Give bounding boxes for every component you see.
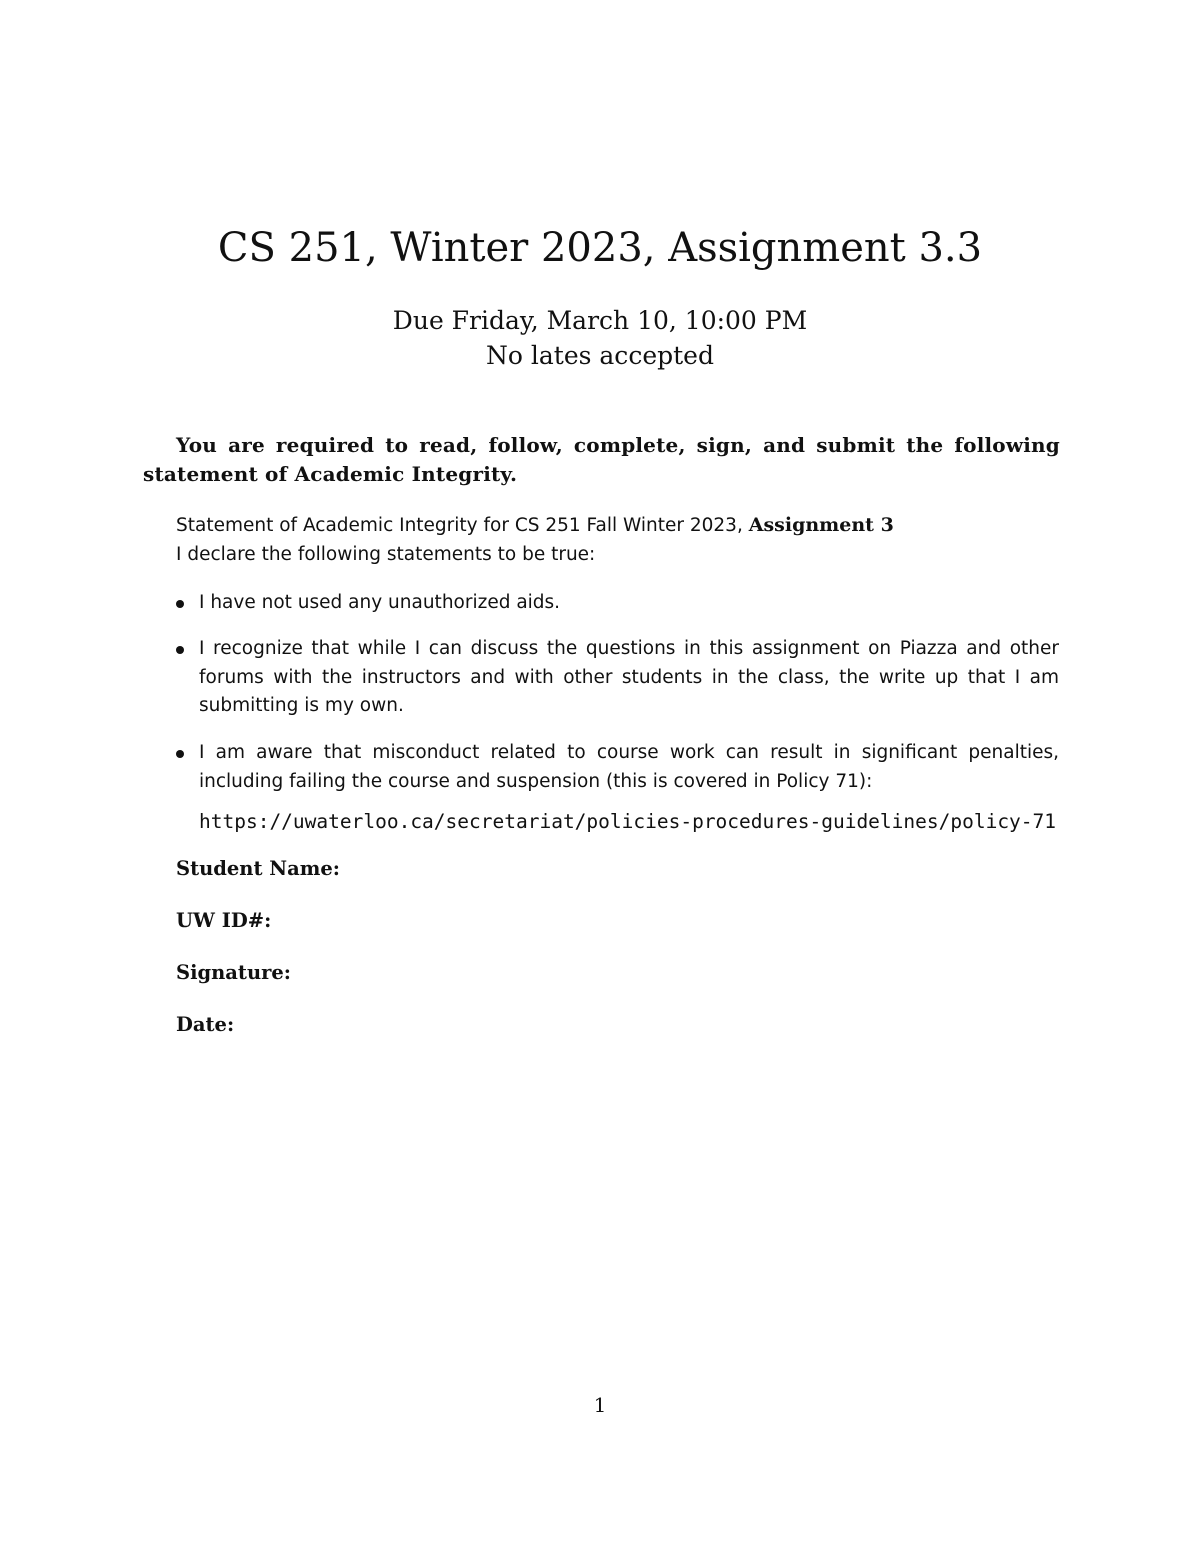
document-title: CS 251, Winter 2023, Assignment 3.3	[217, 225, 983, 271]
date-label: Date:	[176, 1013, 235, 1036]
instructions-paragraph: You are required to read, follow, complete, sign, and submit the following statement of Academic Integrity.	[143, 433, 1060, 486]
statement-heading	[176, 511, 1060, 540]
signature-label: Signature:	[176, 961, 292, 984]
bullet-icon	[176, 600, 184, 608]
statement-heading-assignment: Assignment 3	[748, 514, 894, 536]
student-name-label: Student Name:	[176, 857, 340, 880]
declaration-intro: I declare the following statements to be true:	[176, 544, 596, 565]
due-date: Due Friday, March 10, 10:00 PM	[392, 306, 808, 335]
bullet-icon	[176, 646, 184, 654]
list-item: I recognize that while I can discuss the questions in this assignment on Piazza and other forums with the instructors and with other students in the class, the write up that I am submitting is my own.	[199, 638, 1059, 716]
page-number: 1	[593, 1393, 607, 1417]
list-item: I have not used any unauthorized aids.	[199, 592, 561, 613]
bullet-icon	[176, 750, 184, 758]
policy-link[interactable]: https://uwaterloo.ca/secretariat/policies-procedures-guidelines/policy-71	[199, 810, 1057, 833]
list-item: I am aware that misconduct related to course work can result in significant penalties, including failing the course and suspension (this is covered in Policy 71):	[199, 742, 1059, 792]
uw-id-label: UW ID#:	[176, 909, 272, 932]
statement-heading-text: Statement of Academic Integrity for CS 251 Fall Winter 2023,	[176, 515, 749, 536]
late-policy: No lates accepted	[486, 341, 714, 370]
